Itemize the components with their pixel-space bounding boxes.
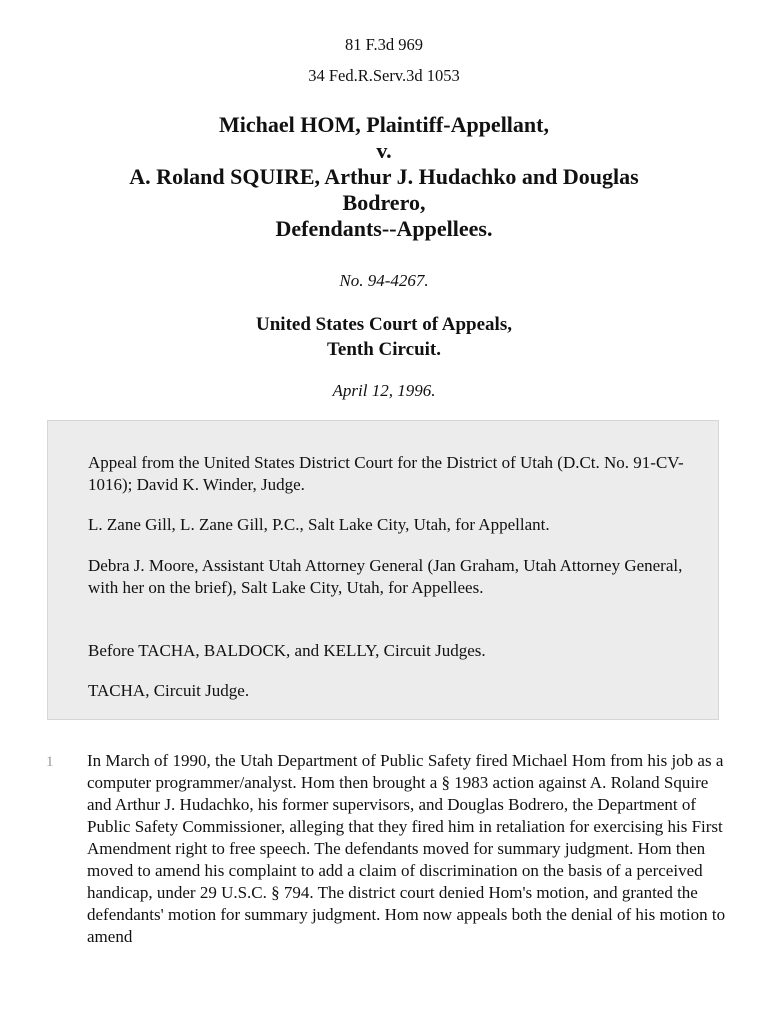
case-summary-box (47, 420, 719, 720)
author-text: TACHA, Circuit Judge. (88, 681, 250, 700)
appellee-counsel-text: Debra J. Moore, Assistant Utah Attorney General (Jan Graham, Utah Attorney General, with her on the brief), Salt Lake City, Utah, for Appellees. (88, 556, 683, 597)
appellant-counsel-text: L. Zane Gill, L. Zane Gill, P.C., Salt Lake City, Utah, for Appellant. (88, 515, 550, 534)
case-caption (60, 112, 708, 242)
versus-line: v. (376, 138, 392, 163)
plaintiff-line: Michael HOM, Plaintiff-Appellant, (219, 112, 549, 137)
court-name-line1: United States Court of Appeals, (256, 314, 512, 335)
panel-text: Before TACHA, BALDOCK, and KELLY, Circuit Judges. (88, 641, 486, 660)
docket-number: No. 94-4267. (339, 271, 429, 290)
rules-citation: 34 Fed.R.Serv.3d 1053 (308, 66, 460, 85)
defendants-role-line: Defendants--Appellees. (275, 216, 493, 241)
paragraph-text: In March of 1990, the Utah Department of Public Safety fired Michael Hom from his job as a computer programmer/analyst. Hom then brought a § 1983 action against A. Roland Squire and Arthur J. Hudachko, his former supervisors, and Douglas Bodrero, the Department of Public Safety Commissioner, alleging that they fired him in retaliation for exercising his First Amendment right to free speech. The defendants moved for summary judgment. Hom then moved to amend his complaint to add a claim of discrimination on the basis of a perceived handicap, under 29 U.S.C. § 794. The district court denied Hom's motion, and granted the defendants' motion for summary judgment. Hom now appeals both the denial of his motion to amend (87, 751, 726, 946)
court-name-line2: Tenth Circuit. (326, 339, 442, 360)
defendants-line-continued: Bodrero, (342, 190, 426, 215)
paragraph-number: 1 (46, 754, 54, 770)
appeal-from-text: Appeal from the United States District Court for the District of Utah (D.Ct. No. 91-CV-1016); David K. Winder, Judge. (88, 453, 684, 494)
reporter-citation: 81 F.3d 969 (345, 35, 423, 54)
decision-date: April 12, 1996. (332, 381, 436, 400)
defendants-line: A. Roland SQUIRE, Arthur J. Hudachko and Douglas (129, 164, 639, 189)
court-name (0, 312, 768, 362)
